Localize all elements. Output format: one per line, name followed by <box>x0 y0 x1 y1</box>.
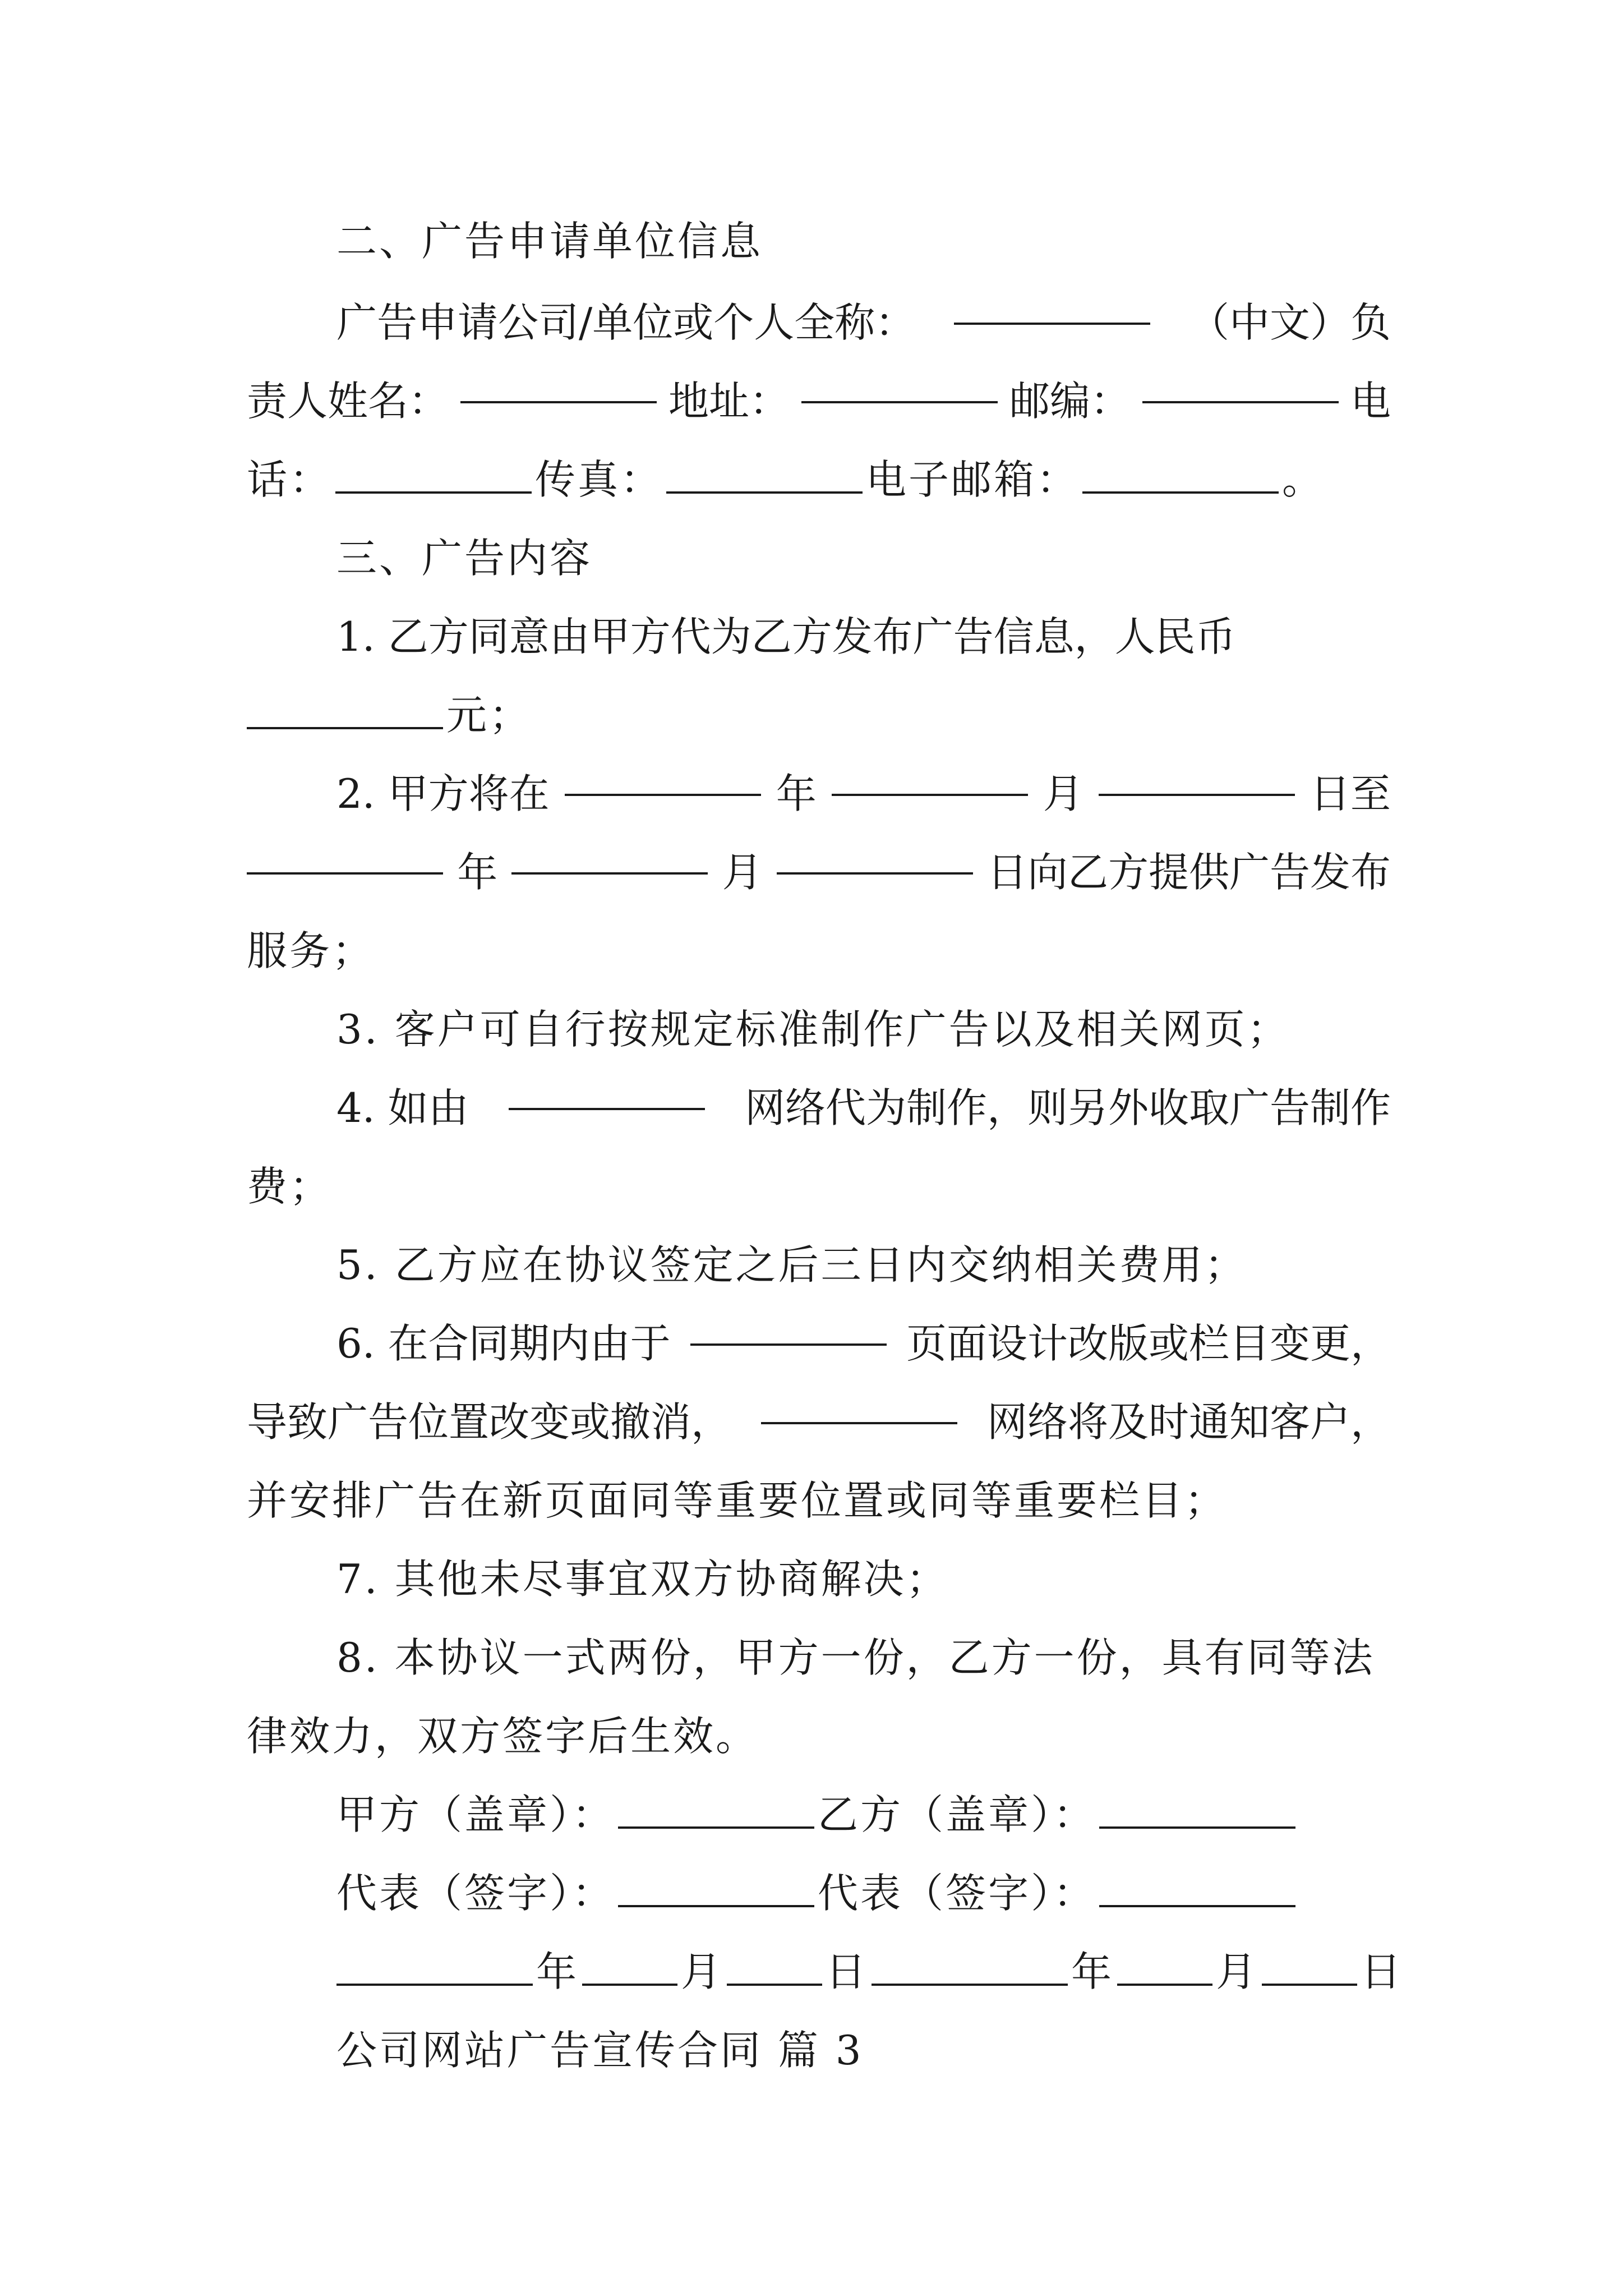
contact-line-1: 责人姓名： 地址： 邮编： 电 <box>247 378 1391 425</box>
address-blank[interactable] <box>801 399 998 403</box>
end-month-blank[interactable] <box>511 870 708 875</box>
phone-blank[interactable] <box>335 489 532 494</box>
party-b-seal-blank[interactable] <box>1099 1824 1295 1829</box>
applicant-line: 广告申请公司/单位或个人全称： （中文）负 <box>336 299 1391 346</box>
item-2-end: 服务； <box>247 927 375 974</box>
sign-month-b-blank[interactable] <box>1117 1981 1212 1986</box>
sign-year-a-blank[interactable] <box>336 1981 533 1986</box>
end-year-blank[interactable] <box>247 870 443 875</box>
item-8: 8. 本协议一式两份，甲方一份，乙方一份，具有同等法 <box>336 1634 1375 1681</box>
sign-year-b-blank[interactable] <box>872 1981 1068 1986</box>
sign-month-a-blank[interactable] <box>582 1981 677 1986</box>
item-1: 1. 乙方同意由甲方代为乙方发布广告信息，人民币 <box>336 613 1236 660</box>
contact-line-2: 话： 传真： 电子邮箱： 。 <box>247 456 1325 503</box>
item-4: 4. 如由 网络代为制作，则另外收取广告制作 <box>336 1084 1391 1131</box>
sign-day-b-blank[interactable] <box>1262 1981 1357 1986</box>
amount-blank[interactable] <box>247 725 443 729</box>
sign-day-a-blank[interactable] <box>727 1981 822 1986</box>
rep-a-sign-blank[interactable] <box>618 1903 814 1907</box>
item-5: 5. 乙方应在协议签定之后三日内交纳相关费用； <box>336 1241 1247 1289</box>
item-1-cont: 元； <box>247 676 1391 754</box>
signature-line: 代表（签字）： 代表（签字）： <box>336 1854 1391 1932</box>
producer-blank[interactable] <box>509 1106 705 1110</box>
site-blank-1[interactable] <box>690 1341 887 1346</box>
fax-blank[interactable] <box>666 489 863 494</box>
item-8-cont: 律效力，双方签字后生效。 <box>247 1713 759 1760</box>
party-a-seal-blank[interactable] <box>618 1824 814 1829</box>
site-blank-2[interactable] <box>761 1420 957 1424</box>
item-6-end: 并安排广告在新页面同等重要位置或同等重要栏目； <box>247 1477 1228 1524</box>
postcode-blank[interactable] <box>1142 399 1339 403</box>
next-section-title: 公司网站广告宣传合同 篇 3 <box>336 2027 864 2074</box>
section-heading-content: 三、广告内容 <box>336 535 593 582</box>
start-month-blank[interactable] <box>832 792 1028 796</box>
item-6: 6. 在合同期内由于 页面设计改版或栏目变更， <box>336 1320 1391 1367</box>
end-day-blank[interactable] <box>777 870 973 875</box>
seal-line: 甲方（盖章）： 乙方（盖章）： <box>336 1775 1391 1854</box>
item-3: 3. 客户可自行按规定标准制作广告以及相关网页； <box>336 1006 1290 1053</box>
item-7: 7. 其他未尽事宜双方协商解决； <box>336 1556 949 1603</box>
leader-name-blank[interactable] <box>460 399 657 403</box>
item-2-cont: 年 月 日向乙方提供广告发布 <box>247 833 1391 912</box>
applicant-name-blank[interactable] <box>954 320 1150 325</box>
start-day-blank[interactable] <box>1099 792 1295 796</box>
date-line: 年 月 日 年 月 日 <box>336 1932 1391 2011</box>
start-year-blank[interactable] <box>565 792 761 796</box>
email-blank[interactable] <box>1082 489 1279 494</box>
item-2: 2. 甲方将在 年 月 日至 <box>336 770 1391 817</box>
section-heading-applicant: 二、广告申请单位信息 <box>336 218 763 265</box>
rep-b-sign-blank[interactable] <box>1099 1903 1295 1907</box>
item-6-cont: 导致广告位置改变或撤消， 网络将及时通知客户， <box>247 1398 1391 1446</box>
item-4-cont: 费； <box>247 1163 333 1210</box>
